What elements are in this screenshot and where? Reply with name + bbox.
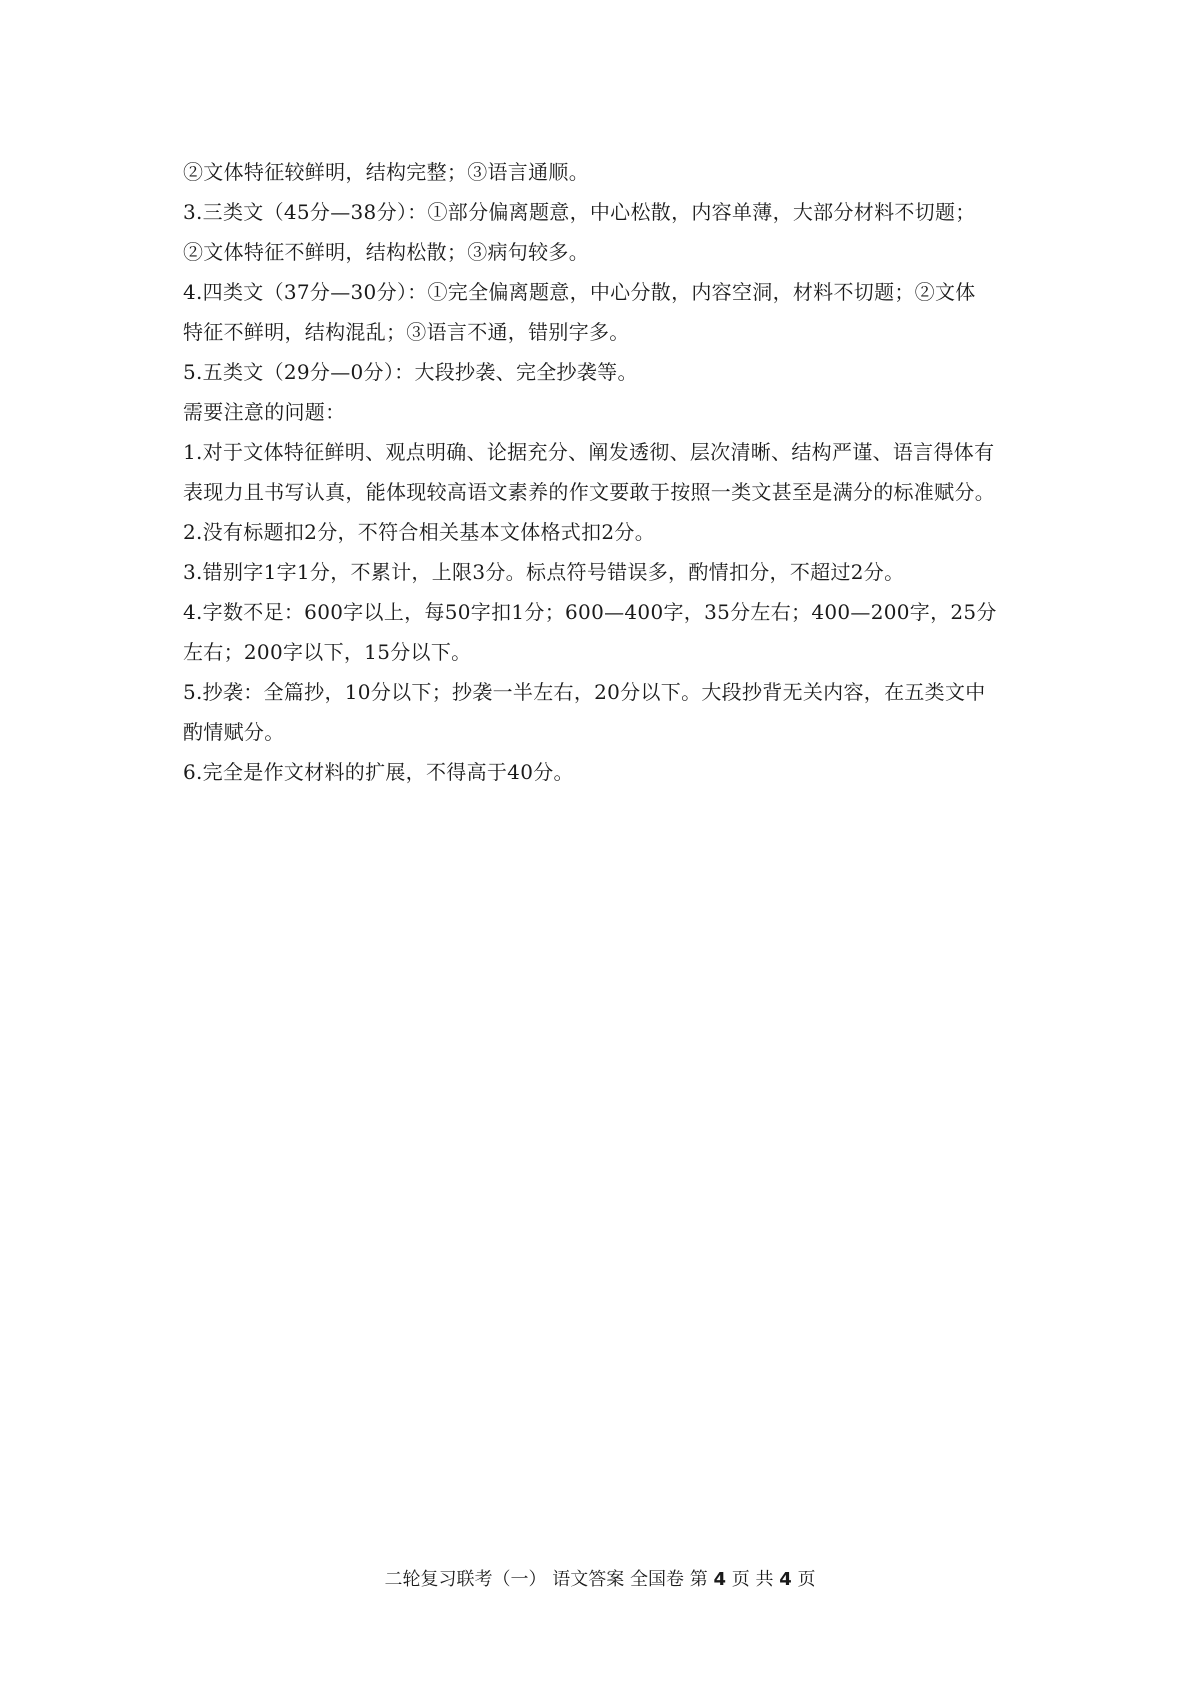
text-line: 5.五类文（29分—0分）：大段抄袭、完全抄袭等。 <box>183 360 638 384</box>
text-line: 表现力且书写认真，能体现较高语文素养的作文要敢于按照一类文甚至是满分的标准赋分。 <box>183 480 995 504</box>
text-line: 3.三类文（45分—38分）：①部分偏离题意，中心松散，内容单薄，大部分材料不切题； <box>183 200 976 224</box>
footer-suffix: 页 <box>797 1569 816 1590</box>
section-heading: 需要注意的问题： <box>183 400 346 424</box>
text-line: 4.四类文（37分—30分）：①完全偏离题意，中心分散，内容空洞，材料不切题；②文体 <box>183 280 976 304</box>
text-line: 1.对于文体特征鲜明、观点明确、论据充分、阐发透彻、层次清晰、结构严谨、语言得体有 <box>183 440 995 464</box>
text-line: 2.没有标题扣2分，不符合相关基本文体格式扣2分。 <box>183 520 656 544</box>
page-footer <box>0 1568 1200 1592</box>
text-line: 4.字数不足：600字以上，每50字扣1分；600—400字，35分左右；400—200字，25分 <box>183 600 997 624</box>
text-line: 3.错别字1字1分，不累计，上限3分。标点符号错误多，酌情扣分，不超过2分。 <box>183 560 905 584</box>
footer-prefix: 二轮复习联考（一） 语文答案 全国卷 第 <box>384 1569 708 1590</box>
text-line: 6.完全是作文材料的扩展，不得高于40分。 <box>183 760 574 784</box>
footer-page-total: 4 <box>779 1569 792 1590</box>
text-line: 5.抄袭：全篇抄，10分以下；抄袭一半左右，20分以下。大段抄背无关内容，在五类文中 <box>183 680 986 704</box>
text-line: ②文体特征较鲜明，结构完整；③语言通顺。 <box>183 160 589 184</box>
text-line: 左右；200字以下，15分以下。 <box>183 640 472 664</box>
document-body <box>183 152 1033 792</box>
text-line: 特征不鲜明，结构混乱；③语言不通，错别字多。 <box>183 320 630 344</box>
text-line: 酌情赋分。 <box>183 720 285 744</box>
text-line: ②文体特征不鲜明，结构松散；③病句较多。 <box>183 240 589 264</box>
footer-middle: 页 共 <box>731 1569 774 1590</box>
footer-page-current: 4 <box>713 1569 726 1590</box>
